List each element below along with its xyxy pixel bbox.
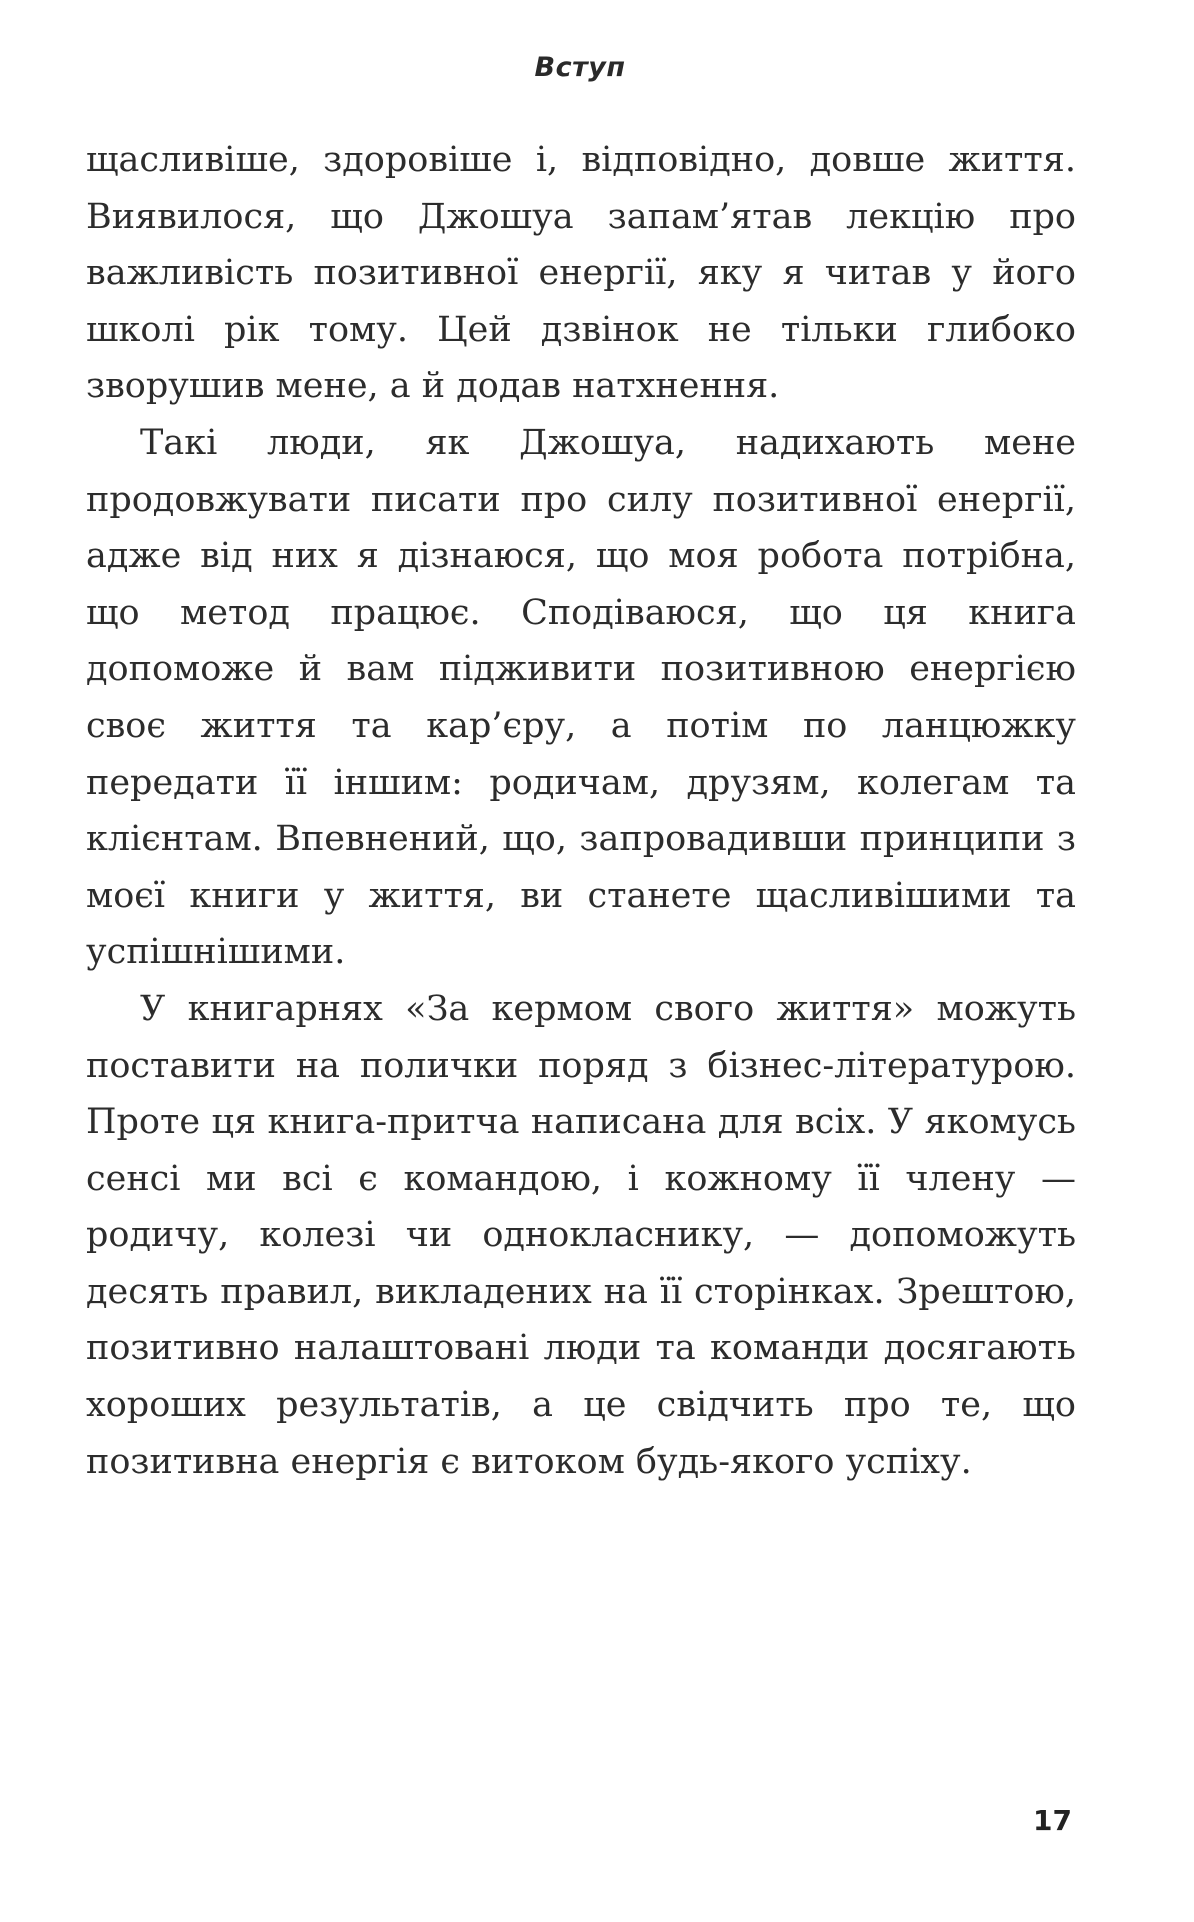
- page-number: 17: [1033, 1804, 1072, 1837]
- paragraph: У книгарнях «За кермом свого життя» можуть поставити на полички поряд з бізнес-літературою. Проте ця книга-притча написана для всіх. У якомусь сенсі ми всі є командою, і кожному її члену — родичу, колезі чи однокласнику, — допоможуть десять правил, викладених на її сторінках. Зрештою, позитивно налаштовані люди та команди досягають хороших результатів, а це свідчить про те, що позитивна енергія є витоком будь-якого успіху.: [86, 988, 1076, 1482]
- body-text: [86, 132, 1076, 1490]
- paragraph: Такі люди, як Джошуа, надихають мене продовжувати писати про силу позитивної енергії, адже від них я дізнаюся, що моя робота потрібна, що метод працює. Сподіваюся, що ця книга допоможе й вам підживити позитивною енергією своє життя та кар’єру, а потім по ланцюжку передати її іншим: родичам, друзям, колегам та клієнтам. Впевнений, що, запровадивши принципи з моєї книги у життя, ви станете щасливішими та успішнішими.: [86, 422, 1076, 973]
- paragraph: щасливіше, здоровіше і, відповідно, довше життя. Виявилося, що Джошуа запам’ятав лекцію про важливість позитивної енергії, яку я читав у його школі рік тому. Цей дзвінок не тільки глибоко зворушив мене, а й додав натхнення.: [86, 140, 1076, 407]
- running-head: Вступ: [534, 52, 626, 83]
